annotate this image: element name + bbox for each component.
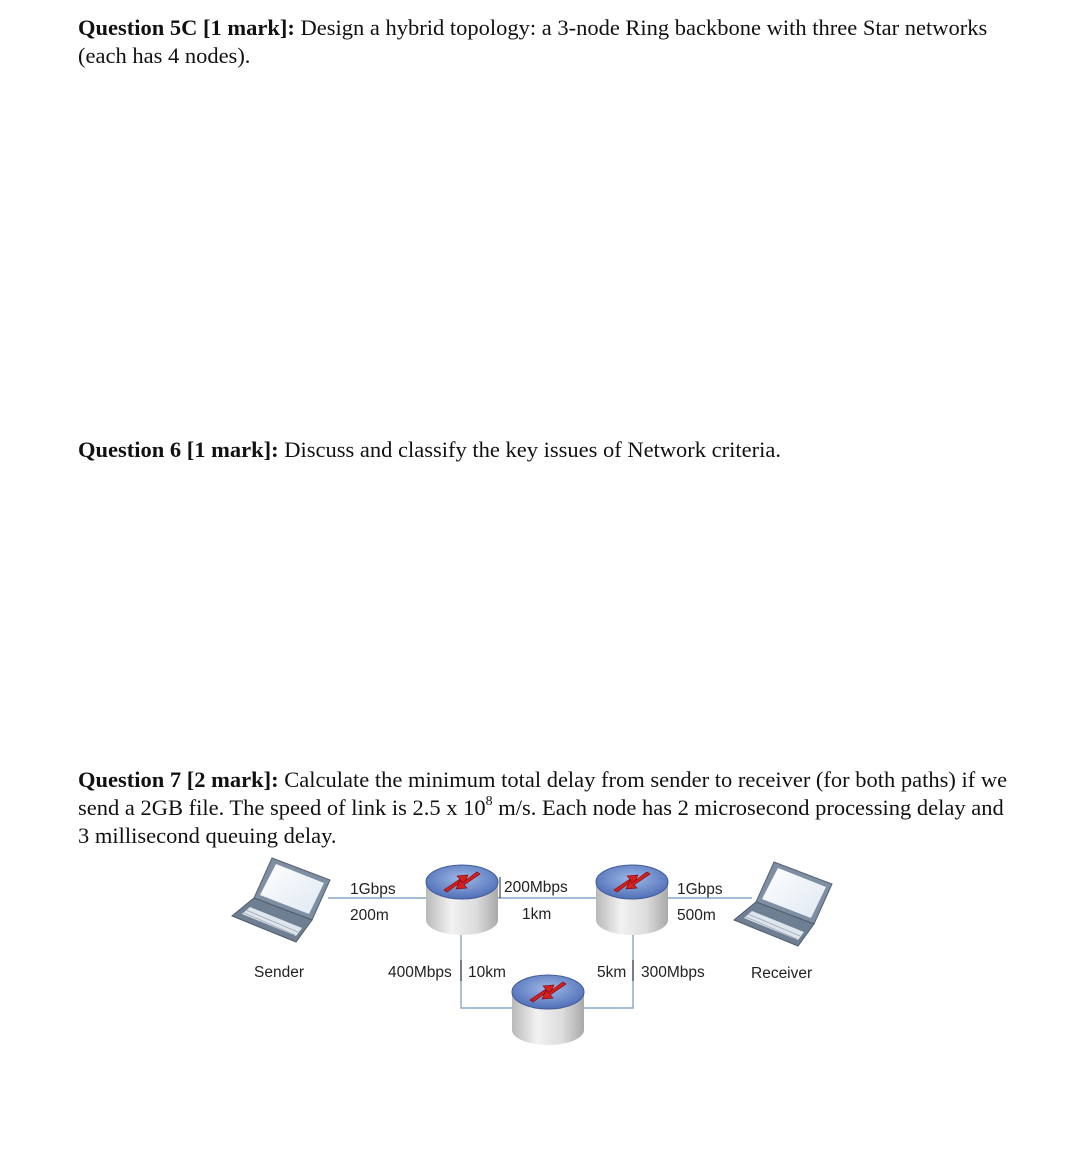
link-sender-r1-bandwidth: 1Gbps — [350, 881, 396, 898]
question-7-heading: Question 7 [2 mark]: — [78, 767, 279, 792]
receiver-label: Receiver — [751, 965, 813, 982]
question-5c-text: Design a hybrid topology: a 3-node Ring backbone with three Star networks (each has 4 nodes). — [78, 15, 988, 68]
receiver-laptop-icon — [734, 862, 832, 946]
link-r1-r3-distance: 10km — [468, 964, 506, 981]
link-r3-r2-distance: 5km — [597, 964, 627, 981]
link-sender-r1-distance: 200m — [350, 907, 389, 924]
link-r1-r3-bandwidth: 400Mbps — [388, 964, 452, 981]
question-6-text: Discuss and classify the key issues of Network criteria. — [284, 437, 781, 462]
link-r3-r2-bandwidth: 300Mbps — [641, 964, 705, 981]
router-1-icon — [426, 865, 498, 935]
question-7-text-before: Calculate the minimum total delay from sender to receiver (for both paths) if we send a 2GB file. The speed of link is 2.5 x 10 — [78, 767, 1008, 820]
sender-label: Sender — [254, 964, 304, 981]
link-r2-receiver-distance: 500m — [677, 907, 716, 924]
sender-laptop-icon — [232, 858, 330, 942]
question-6-heading: Question 6 [1 mark]: — [78, 437, 279, 462]
question-7-text-after: m/s. Each node has 2 microsecond processing delay and 3 millisecond queuing delay. — [78, 795, 1004, 848]
link-r1-r2-distance: 1km — [522, 906, 552, 923]
router-3-icon — [512, 975, 584, 1045]
speed-exponent: 8 — [485, 793, 493, 809]
link-r2-receiver-bandwidth: 1Gbps — [677, 881, 723, 898]
router-2-icon — [596, 865, 668, 935]
question-5c-heading: Question 5C [1 mark]: — [78, 15, 295, 40]
link-r1-r2-bandwidth: 200Mbps — [504, 879, 568, 896]
